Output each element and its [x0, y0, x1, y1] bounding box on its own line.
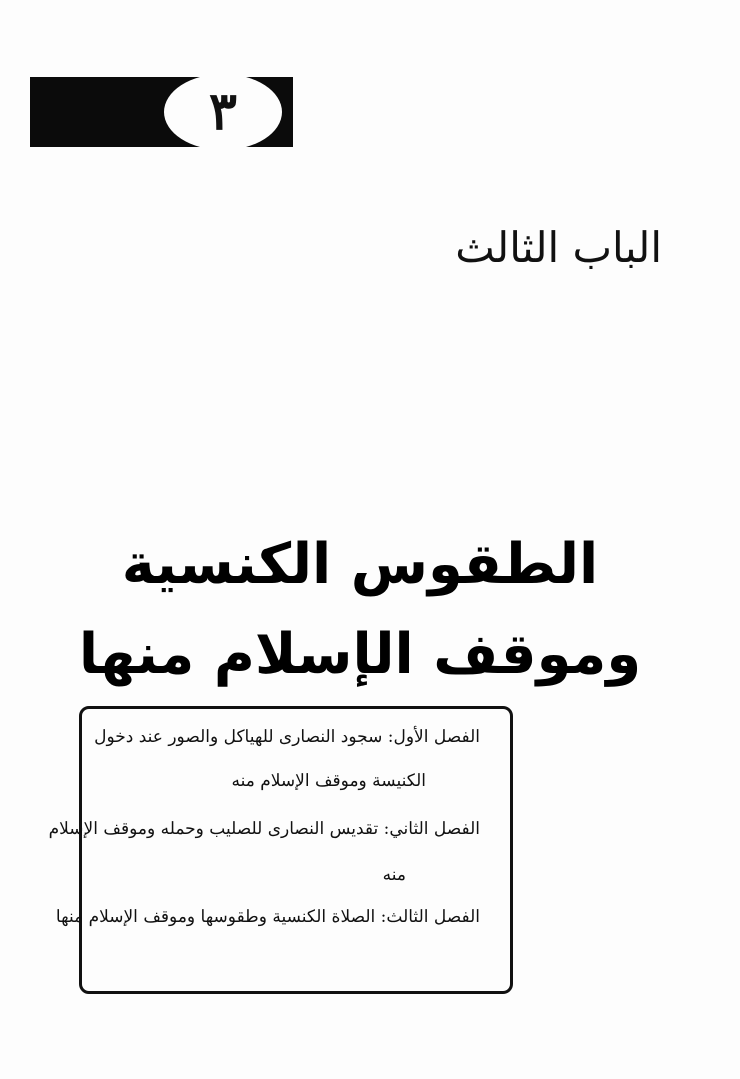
contents-line-4: منه	[382, 865, 406, 885]
contents-line-3: الفصل الثاني: تقديس النصارى للصليب وحمله وموقف الإسلام	[48, 819, 480, 839]
chapter-contents-box	[48, 706, 513, 994]
section-label: الباب الثالث	[455, 223, 662, 272]
contents-line-5: الفصل الثالث: الصلاة الكنسية وطقوسها وموقف الإسلام منها	[55, 907, 480, 927]
contents-line-2: الكنيسة وموقف الإسلام منه	[231, 771, 426, 791]
part-number: ٣	[209, 81, 237, 142]
page-title: الطقوس الكنسية وموقف الإسلام منها	[78, 532, 642, 687]
contents-line-1: الفصل الأول: سجود النصارى للهياكل والصور عند دخول	[94, 727, 480, 747]
